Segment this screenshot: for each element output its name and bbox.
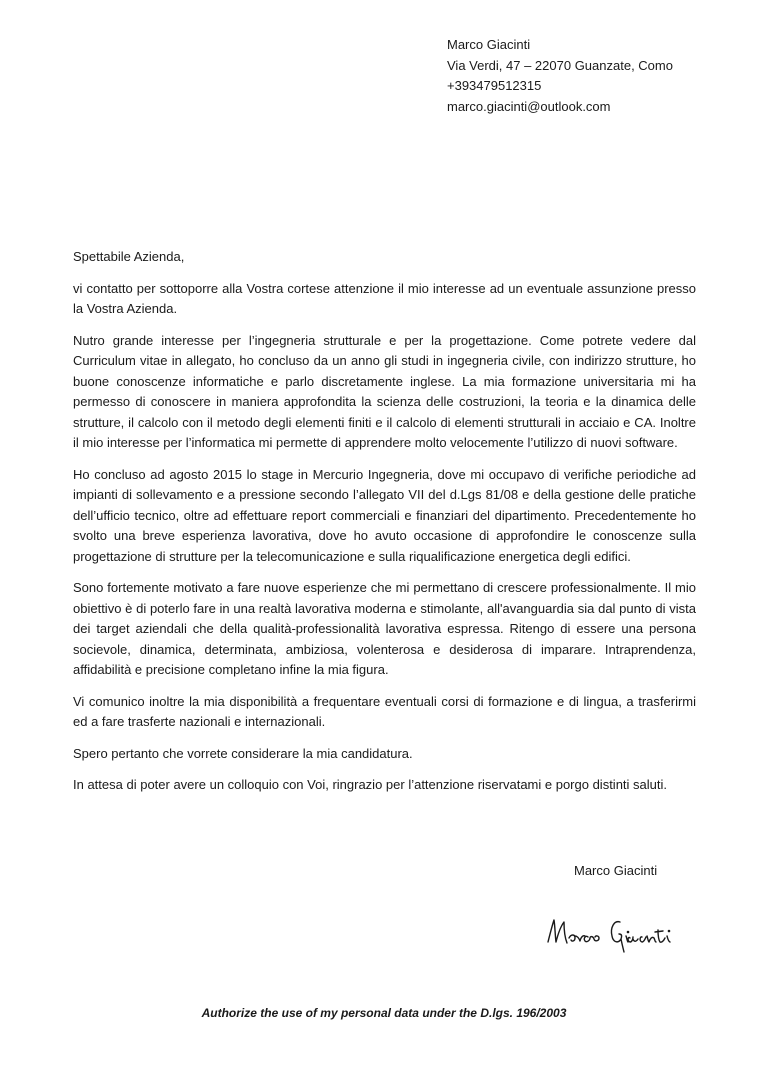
sender-address: Via Verdi, 47 – 22070 Guanzate, Como [447,57,673,73]
paragraph-education: Nutro grande interesse per l’ingegneria strutturale e per la progettazione. Come potrete vedere dal Curriculum vitae in allegato, ho concluso da un anno gli studi in ingegneria civile, con indirizzo strutture, ho buone conoscenze informatiche e parlo discretamente inglese. La mia formazione universitaria mi ha permesso di conoscere in maniera approfondita la scienza delle costruzioni, la teoria e la dinamica delle strutture, il calcolo con il metodo degli elementi finiti e il calcolo di elementi strutturali in acciaio e CA. Inoltre il mio interesse per l’informatica mi permette di apprendere molto velocemente l’utilizzo di nuovi software. [73,332,696,450]
sender-name: Marco Giacinti [447,37,531,52]
sender-phone: +393479512315 [447,78,542,93]
paragraph-intro: vi contatto per sottoporre alla Vostra cortese attenzione il mio interesse ad un eventuale assunzione presso la Vostra Azienda. [73,280,696,316]
letter-body [73,247,696,807]
paragraph-availability: Vi comunico inoltre la mia disponibilità a frequentare eventuali corsi di formazione e di lingua, a trasferirmi ed a fare trasferte nazionali e internazionali. [73,693,696,729]
handwritten-signature [544,912,674,954]
sender-email: marco.giacinti@outlook.com [447,98,611,114]
signature-name: Marco Giacinti [574,863,658,878]
paragraph-motivation: Sono fortemente motivato a fare nuove esperienze che mi permettano di crescere professionalmente. Il mio obiettivo è di poterlo fare in una realtà lavorativa moderna e stimolante, all'avanguardia sia dal punto di vista dei target aziendali che della qualità-professionalità lavorativa espressa. Ritengo di essere una persona socievole, dinamica, determinata, ambiziosa, volenterosa e desiderosa di imparare. Intraprendenza, affidabilità e precisione completano infine la mia figura. [73,580,696,677]
salutation: Spettabile Azienda, [73,249,185,264]
privacy-note: Authorize the use of my personal data under the D.lgs. 196/2003 [201,1006,567,1020]
paragraph-closing: In attesa di poter avere un colloquio con Voi, ringrazio per l’attenzione riservatami e porgo distinti saluti. [73,777,667,792]
paragraph-experience: Ho concluso ad agosto 2015 lo stage in Mercurio Ingegneria, dove mi occupavo di verifiche periodiche ad impianti di sollevamento e a pressione secondo l’allegato VII del d.Lgs 81/08 e della gestione delle pratiche dell’ufficio tecnico, oltre ad effettuare report commerciali e finanziari del dipartimento. Precedentemente ho svolto una breve esperienza lavorativa, dove ho avuto occasione di approfondire le conoscenze sulla progettazione di strutture per la telecomunicazione e sulla riqualificazione energetica degli edifici. [73,466,696,564]
sender-block [447,35,673,117]
paragraph-candidacy: Spero pertanto che vorrete considerare la mia candidatura. [73,745,413,761]
